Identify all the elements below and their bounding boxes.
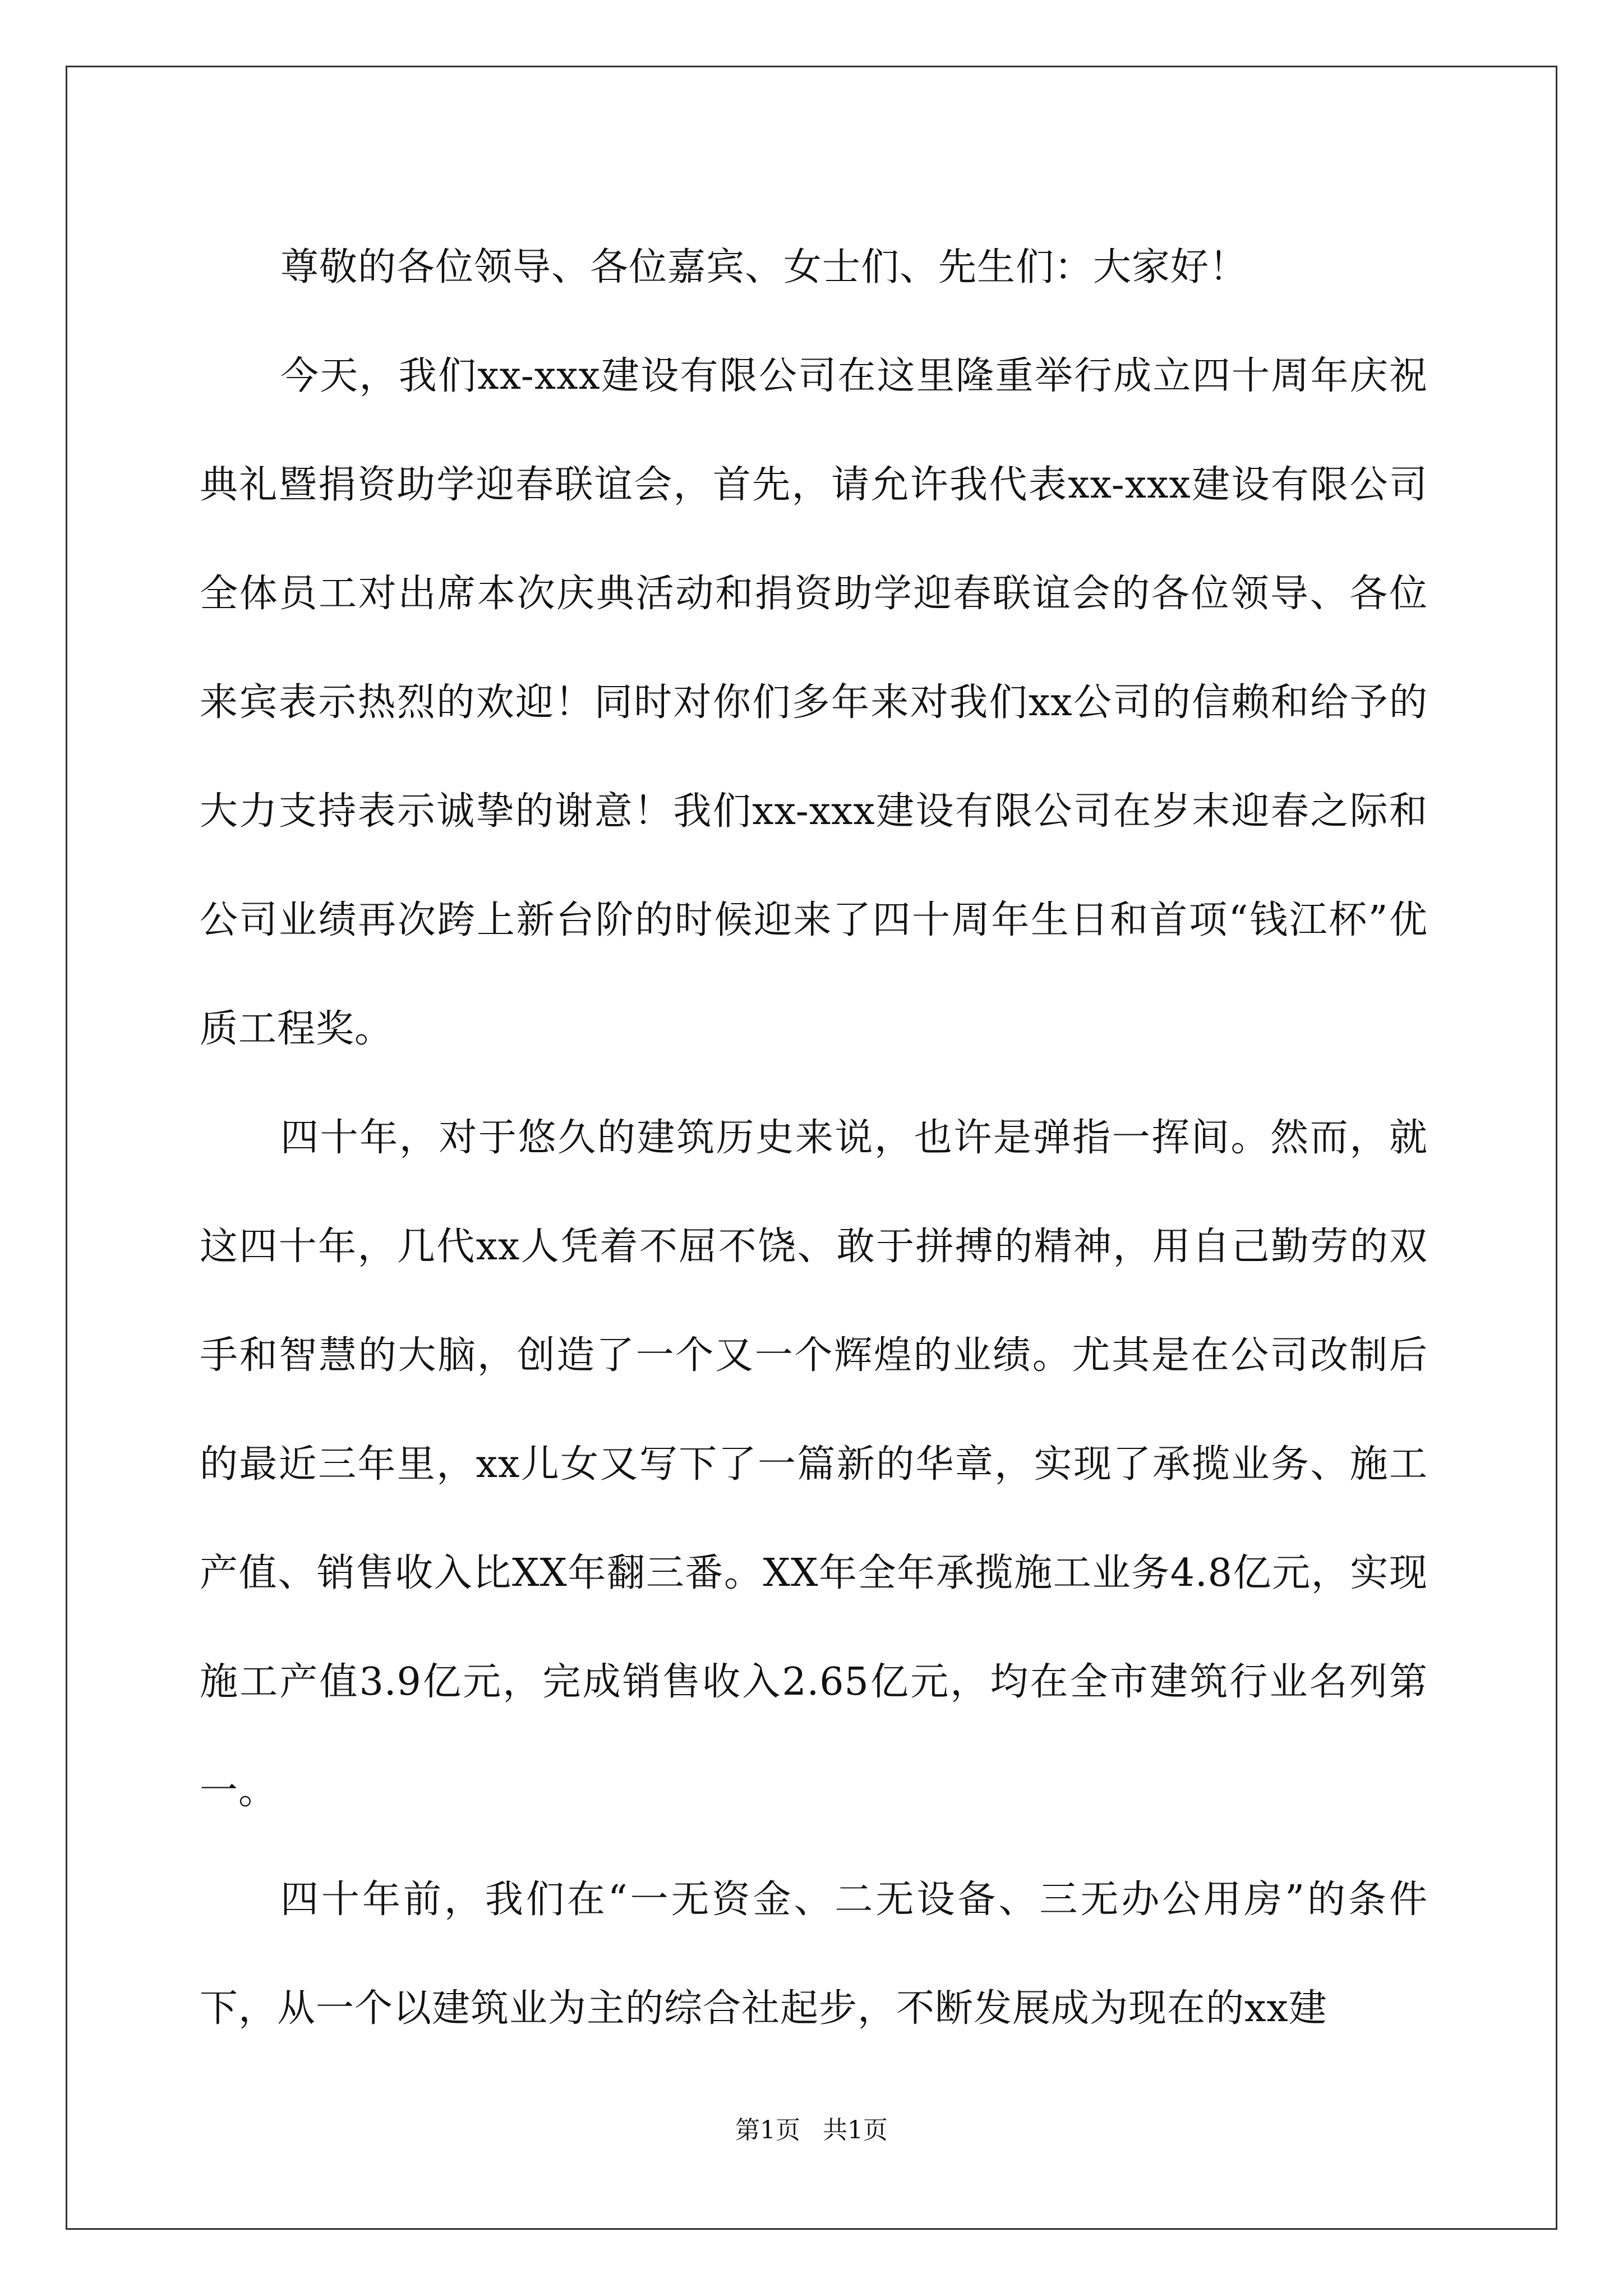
paragraph-greeting: 尊敬的各位领导、各位嘉宾、女士们、先生们：大家好！ (280, 245, 1248, 289)
page-number-current: 第1页 (735, 2116, 800, 2145)
paragraph-history: 四十年前，我们在“一无资金、二无设备、三无办公用房”的条件下，从一个以建筑业为主的综合社起步，不断发展成为现在的xx建 (200, 1878, 1428, 2031)
page-footer (0, 2114, 1623, 2147)
paragraph-opening: 今天，我们xx-xxx建设有限公司在这里隆重举行成立四十周年庆祝典礼暨捐资助学迎春联谊会，首先，请允许我代表xx-xxx建设有限公司全体员工对出席本次庆典活动和捐资助学迎春联谊会的各位领导、各位来宾表示热烈的欢迎！同时对你们多年来对我们xx公司的信赖和给予的大力支持表示诚挚的谢意！我们xx-xxx建设有限公司在岁末迎春之际和公司业绩再次跨上新台阶的时候迎来了四十周年生日和首项“钱江杯”优质工程奖。 (200, 354, 1428, 1051)
page-number-total: 共1页 (823, 2116, 888, 2145)
paragraph-achievements: 四十年，对于悠久的建筑历史来说，也许是弹指一挥间。然而，就这四十年，几代xx人凭着不屈不饶、敢于拼搏的精神，用自己勤劳的双手和智慧的大脑，创造了一个又一个辉煌的业绩。尤其是在公司改制后的最近三年里，xx儿女又写下了一篇新的华章，实现了承揽业务、施工产值、销售收入比XX年翻三番。XX年全年承揽施工业务4.8亿元，实现施工产值3.9亿元，完成销售收入2.65亿元，均在全市建筑行业名列第一。 (200, 1116, 1428, 1813)
document-body (200, 213, 1428, 2063)
